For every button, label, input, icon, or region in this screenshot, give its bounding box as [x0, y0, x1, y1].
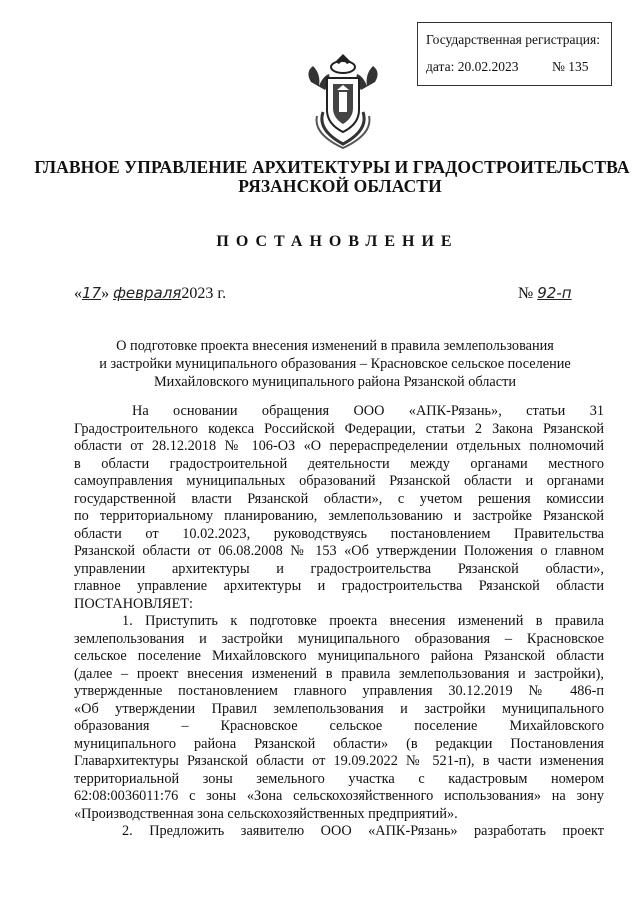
body-line: «Производственная зона сельскохозяйственных предприятий».	[74, 805, 458, 822]
registration-stamp	[417, 22, 612, 86]
body-line: Градостроительного кодекса Российской Федерации, статьи 2 Закона Рязанской	[74, 420, 604, 437]
body-line: муниципального района Рязанской области» (в редакции Постановления	[74, 735, 604, 752]
body-line: ПОСТАНОВЛЯЕТ:	[74, 595, 194, 612]
body-line: государственной власти Рязанской области», с учетом решения комиссии	[74, 490, 604, 507]
body-line: образования – Красновское сельское поселение Михайловского	[74, 718, 604, 734]
body-line: управлении архитектуры и градостроительства Рязанской области»,	[74, 560, 604, 577]
body-line: утвержденные постановлением главного управления 30.12.2019 № 486-п	[74, 683, 604, 699]
document-number: № 92-п	[518, 284, 572, 302]
body-line: сельское поселение Михайловского муниципального района Рязанской области	[74, 648, 604, 664]
body-line: 2. Предложить заявителю ООО «АПК-Рязань» разработать проект	[122, 823, 604, 839]
body-line: «Об утверждении Правил землепользования и застройки муниципального	[74, 700, 604, 717]
registration-title: Государственная регистрация:	[426, 32, 600, 47]
date-day-handwritten: 17	[82, 284, 102, 302]
coat-of-arms-icon	[303, 52, 383, 150]
body-line: землепользования и застройки муниципального образования – Красновское	[74, 630, 604, 647]
body-line: 62:08:0036011:76 с зоны «Зона сельскохозяйственного использования» на зону	[74, 788, 604, 804]
registration-number: № 135	[552, 59, 589, 74]
body-line: области от 10.02.2023, руководствуясь постановлением Правительства	[74, 525, 604, 542]
body-line: (далее – проект внесения изменений в правила землепользования и застройки),	[74, 665, 604, 682]
body-line: Рязанской области от 06.08.2008 № 153 «Об утверждении Положения о главном	[74, 543, 604, 559]
organization-name-line1: ГЛАВНОЕ УПРАВЛЕНИЕ АРХИТЕКТУРЫ И ГРАДОСТРОИТЕЛЬСТВА	[34, 157, 630, 177]
body-line: территориальной зоны земельного участка с кадастровым номером	[74, 770, 604, 787]
subject-line: О подготовке проекта внесения изменений в правила землепользования	[116, 338, 554, 354]
body-line: области от 28.12.2018 № 106-ОЗ «О перераспределении отдельных полномочий	[74, 438, 604, 454]
subject-line: Михайловского муниципального района Рязанской области	[153, 374, 517, 390]
document-body	[74, 403, 604, 841]
body-line: Главархитектуры Рязанской области от 19.09.2022 № 521-п), в части изменения	[74, 753, 604, 769]
organization-name-line2: РЯЗАНСКОЙ ОБЛАСТИ	[238, 176, 442, 196]
date-year: 2023 г.	[181, 285, 227, 302]
body-line: главное управление архитектуры и градостроительства Рязанской области	[74, 578, 604, 594]
document-date: «17» февраля2023 г.	[74, 284, 227, 302]
body-line: в области градостроительной деятельности между органами местного	[74, 455, 604, 472]
document-type-title: ПОСТАНОВЛЕНИЕ	[216, 233, 459, 250]
date-month-handwritten: февраля	[113, 284, 182, 302]
registration-date: дата: 20.02.2023	[426, 59, 519, 74]
document-number-handwritten: 92-п	[537, 284, 572, 302]
body-line: самоуправления муниципальных образований Рязанской области и органами	[74, 473, 604, 489]
body-line: по территориальному планированию, землепользованию и застройке Рязанской	[74, 508, 604, 524]
subject-line: и застройки муниципального образования – Красновское сельское поселение	[99, 356, 571, 372]
body-line: 1. Приступить к подготовке проекта внесения изменений в правила	[122, 613, 604, 629]
body-line: На основании обращения ООО «АПК-Рязань», статьи 31	[132, 403, 604, 419]
document-subject	[0, 337, 640, 391]
